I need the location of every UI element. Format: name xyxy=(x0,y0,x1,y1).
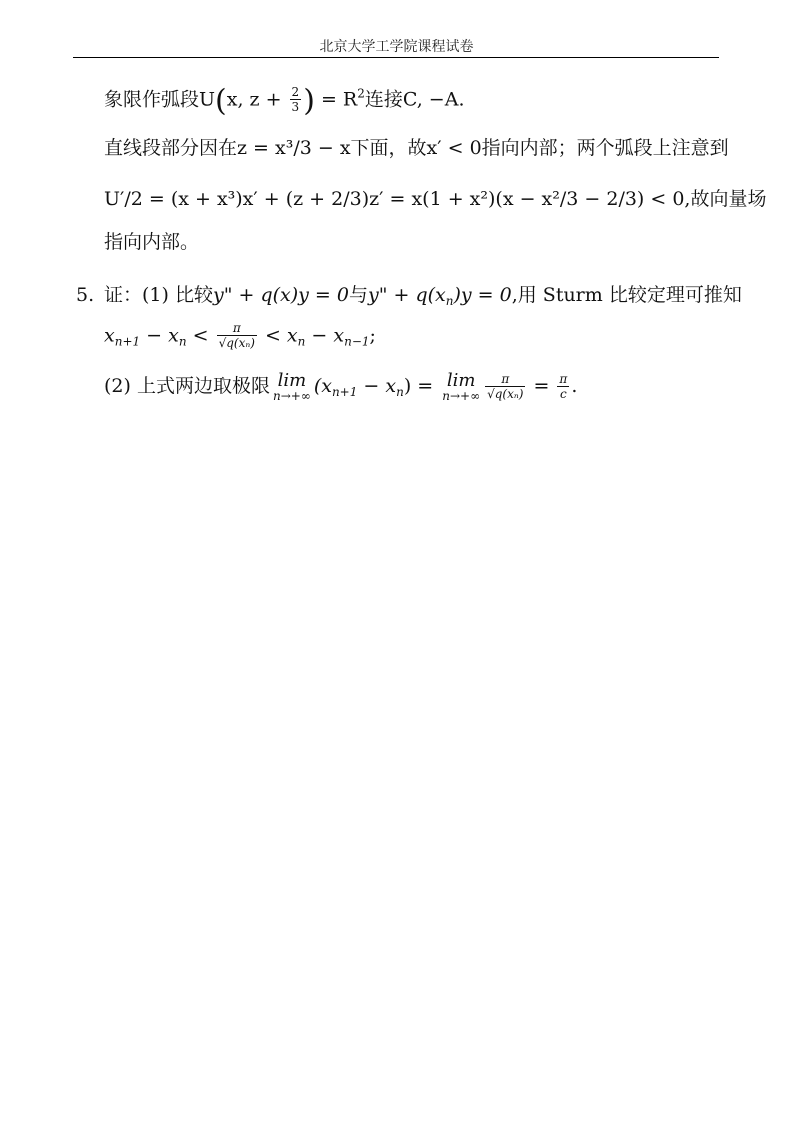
fraction xyxy=(290,86,302,115)
op: = xyxy=(527,375,556,397)
lim-sub: n→+∞ xyxy=(272,389,311,403)
subscript: n xyxy=(178,334,187,349)
superscript: 2 xyxy=(357,86,365,101)
equation: )y = 0 xyxy=(453,284,512,306)
limit xyxy=(442,372,480,402)
text: (2) 上式两边取极限 xyxy=(104,375,270,397)
rhs: = R xyxy=(314,88,358,111)
frac-num: 2 xyxy=(291,85,300,99)
header-rule xyxy=(73,57,719,58)
var: − x xyxy=(140,324,179,347)
paragraph-line-segment: 直线段部分因在z = x³/3 − x下面，故x′ < 0指向内部；两个弧段上注意到 xyxy=(104,137,729,159)
text: ,用 Sturm 比较定理可推知 xyxy=(511,284,742,306)
fraction xyxy=(217,322,257,351)
var: − x xyxy=(305,324,345,347)
lim-label: lim xyxy=(446,370,476,391)
fraction xyxy=(485,373,525,402)
paren-open: ( xyxy=(215,83,227,119)
subscript: n+1 xyxy=(114,334,141,349)
frac-den: c xyxy=(557,386,569,401)
subscript: n xyxy=(297,334,306,349)
var: x xyxy=(104,324,115,347)
op: < xyxy=(186,324,215,347)
item-5-line-2 xyxy=(104,322,376,351)
lim-sub: n→+∞ xyxy=(442,389,481,403)
subscript: n+1 xyxy=(331,385,358,399)
frac-num: π xyxy=(232,321,241,335)
subscript: n−1 xyxy=(344,334,370,349)
text: 连接C, −A. xyxy=(364,88,465,111)
equation: y" + q(x)y = 0 xyxy=(212,284,349,306)
item-5-line-3 xyxy=(104,372,577,402)
text: 象限作弧段U xyxy=(104,88,216,111)
subscript: n xyxy=(396,385,404,399)
text: 证：(1) 比较 xyxy=(104,284,213,306)
paragraph-derivative: U′/2 = (x + x³)x′ + (z + 2/3)z′ = x(1 + x²)(x − x²/3 − 2/3) < 0,故向量场 xyxy=(104,188,767,210)
page-header: 北京大学工学院课程试卷 xyxy=(319,39,474,55)
op: ; xyxy=(369,324,376,347)
limit xyxy=(273,372,311,402)
paragraph-arc-segment xyxy=(104,83,465,119)
frac-den: √q(xₙ) xyxy=(218,336,255,351)
var: < x xyxy=(258,324,298,347)
op: . xyxy=(571,375,578,397)
args: x, z + xyxy=(226,88,288,111)
frac-num: π xyxy=(559,371,568,386)
expr: − x xyxy=(357,375,397,397)
item-5-line-1 xyxy=(104,286,742,307)
expr: (x xyxy=(313,375,332,397)
frac-num: π xyxy=(501,371,510,386)
expr: ) = xyxy=(403,375,440,397)
frac-den: 3 xyxy=(291,100,300,115)
paragraph-conclusion: 指向内部。 xyxy=(104,231,200,253)
subscript: n xyxy=(445,294,454,308)
lim-label: lim xyxy=(277,370,307,391)
frac-den: √q(xₙ) xyxy=(487,386,524,401)
text: 与 xyxy=(348,284,368,306)
fraction xyxy=(557,373,569,402)
equation: y" + q(x xyxy=(367,284,446,306)
item-5-number: 5. xyxy=(76,284,95,306)
paren-close: ) xyxy=(303,83,315,119)
